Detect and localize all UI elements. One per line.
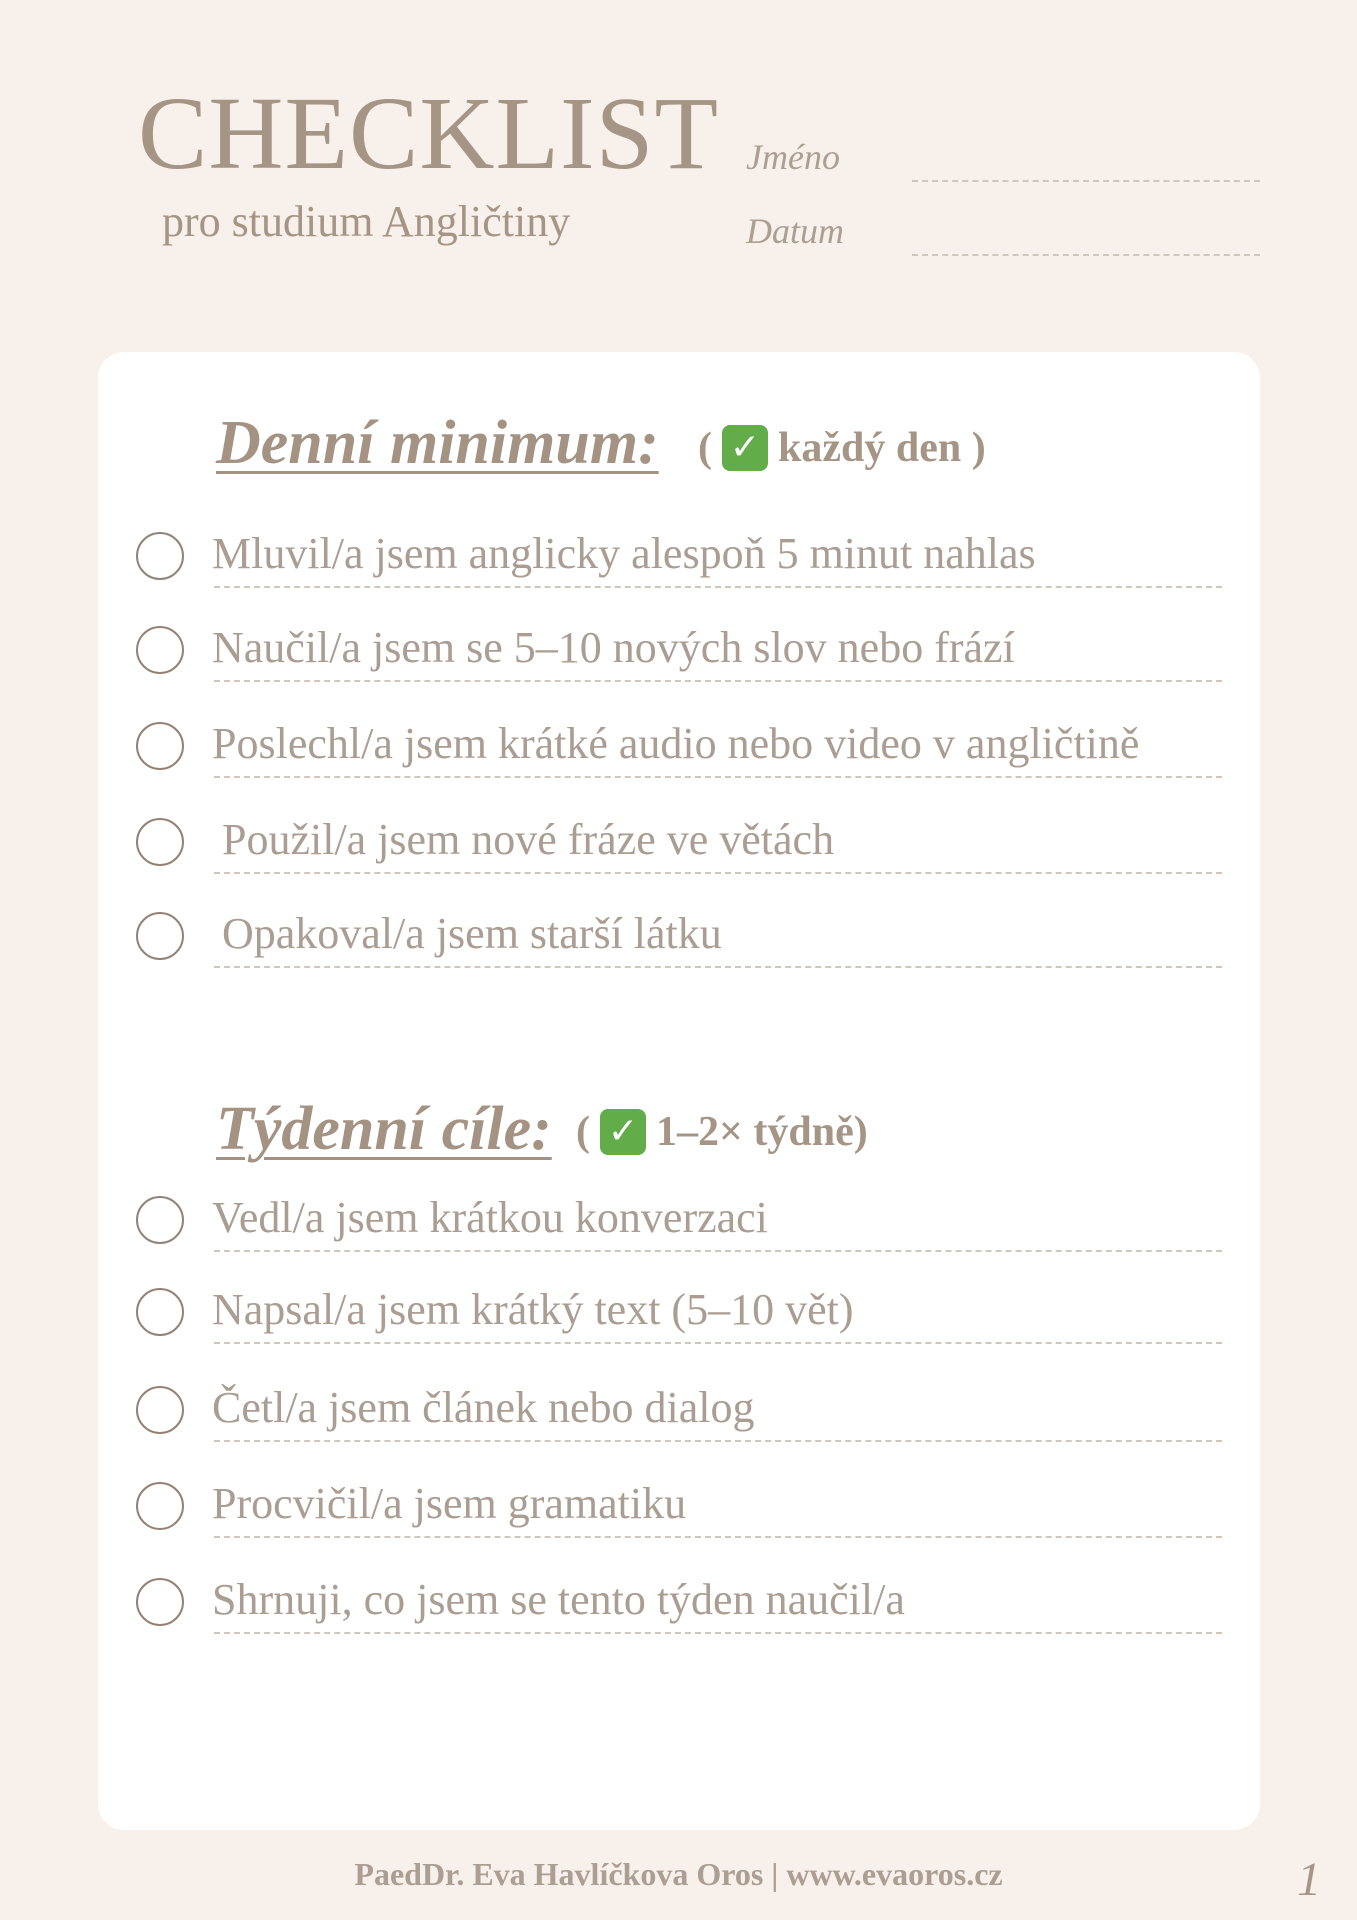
checkbox-circle[interactable] [136, 1288, 184, 1336]
checkbox-circle[interactable] [136, 1386, 184, 1434]
item-label: Poslechl/a jsem krátké audio nebo video v angličtině [212, 719, 1140, 768]
dotted-line [214, 872, 1222, 874]
name-field[interactable] [912, 180, 1260, 182]
checkbox-circle[interactable] [136, 1196, 184, 1244]
weekly-note-open: ( [576, 1109, 590, 1155]
footer-author: PaedDr. Eva Havlíčkova Oros [354, 1856, 764, 1892]
dotted-line [214, 1342, 1222, 1344]
item-label: Shrnuji, co jsem se tento týden naučil/a [212, 1575, 905, 1624]
weekly-item-3 [0, 1380, 1357, 1450]
dotted-line [214, 586, 1222, 588]
weekly-heading: Týdenní cíle: [216, 1095, 552, 1163]
item-label: Opakoval/a jsem starší látku [222, 909, 722, 958]
checkbox-circle[interactable] [136, 532, 184, 580]
date-label: Datum [746, 211, 844, 251]
footer-website[interactable]: www.evaoros.cz [786, 1856, 1003, 1892]
checkbox-circle[interactable] [136, 1482, 184, 1530]
weekly-note [576, 1108, 868, 1156]
daily-item-5 [0, 906, 1357, 976]
dotted-line [214, 1440, 1222, 1442]
daily-item-1 [0, 526, 1357, 596]
dotted-line [214, 1250, 1222, 1252]
daily-heading: Denní minimum: [216, 409, 659, 477]
weekly-note-text: 1–2× týdně) [656, 1109, 868, 1155]
daily-item-2 [0, 620, 1357, 690]
dotted-line [214, 680, 1222, 682]
footer-separator: | [771, 1856, 779, 1892]
check-icon: ✓ [722, 425, 768, 471]
check-icon: ✓ [600, 1109, 646, 1155]
page-subtitle: pro studium Angličtiny [162, 197, 571, 246]
dotted-line [214, 1632, 1222, 1634]
item-label: Naučil/a jsem se 5–10 nových slov nebo frází [212, 623, 1015, 672]
daily-note-open: ( [698, 425, 712, 471]
item-label: Napsal/a jsem krátký text (5–10 vět) [212, 1285, 854, 1334]
daily-item-4 [0, 812, 1357, 882]
date-field[interactable] [912, 254, 1260, 256]
name-label: Jméno [746, 137, 840, 177]
item-label: Použil/a jsem nové fráze ve větách [222, 815, 835, 864]
checkbox-circle[interactable] [136, 626, 184, 674]
page-title: CHECKLIST [138, 76, 719, 191]
weekly-item-4 [0, 1476, 1357, 1546]
checkbox-circle[interactable] [136, 722, 184, 770]
weekly-item-2 [0, 1282, 1357, 1352]
dotted-line [214, 1536, 1222, 1538]
dotted-line [214, 966, 1222, 968]
item-label: Vedl/a jsem krátkou konverzaci [212, 1193, 768, 1242]
dotted-line [214, 776, 1222, 778]
daily-note [698, 424, 986, 472]
item-label: Četl/a jsem článek nebo dialog [212, 1383, 755, 1432]
weekly-item-5 [0, 1572, 1357, 1642]
checkbox-circle[interactable] [136, 1578, 184, 1626]
footer [0, 1856, 1357, 1893]
weekly-item-1 [0, 1190, 1357, 1260]
checkbox-circle[interactable] [136, 912, 184, 960]
checkbox-circle[interactable] [136, 818, 184, 866]
item-label: Mluvil/a jsem anglicky alespoň 5 minut nahlas [212, 529, 1036, 578]
daily-note-text: každý den ) [778, 425, 986, 471]
daily-item-3 [0, 716, 1357, 786]
item-label: Procvičil/a jsem gramatiku [212, 1479, 687, 1528]
page-number: 1 [1297, 1853, 1321, 1906]
